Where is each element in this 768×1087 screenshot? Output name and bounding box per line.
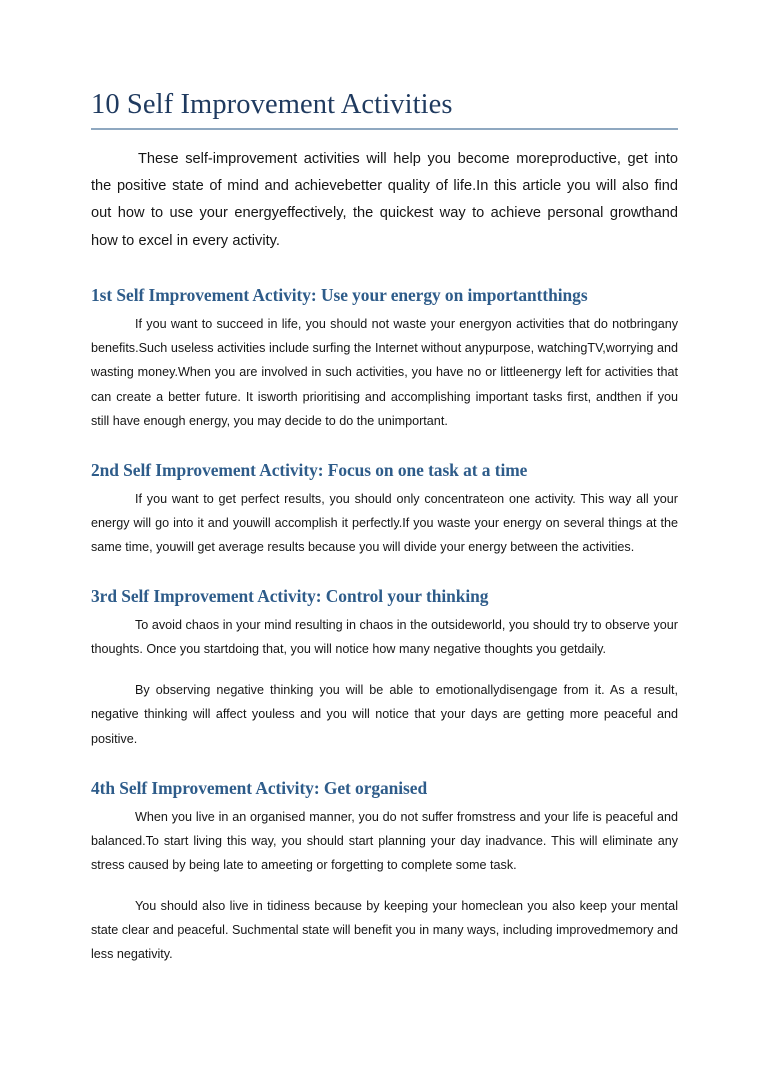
section-heading-4: 4th Self Improvement Activity: Get organised xyxy=(91,777,428,798)
section-4-paragraph-1: When you live in an organised manner, you do not suffer fromstress and your life is peaceful and balanced.To start living this way, you should start planning your day inadvance. This will eliminate any stress caused by being late to ameeting or forgetting to complete some task. xyxy=(91,809,678,872)
intro-paragraph: These self-improvement activities will help you become moreproductive, get into the positive state of mind and achievebetter quality of life.In this article you will also find out how to use your energyeffectively, the quickest way to achieve personal growthand how to excel in every activity. xyxy=(91,150,678,249)
section-4-paragraph-2: You should also live in tidiness because by keeping your homeclean you also keep your mental state clear and peaceful. Suchmental state will benefit you in many ways, including improvedmemory and less negativity. xyxy=(91,899,678,962)
title-divider xyxy=(91,128,678,130)
section-2-paragraph-1: If you want to get perfect results, you should only concentrateon one activity. This way all your energy will go into it and youwill accomplish it perfectly.If you waste your energy on several things at the same time, youwill get average results because you will divide your energy between the activities. xyxy=(91,491,678,555)
section-3-paragraph-1: To avoid chaos in your mind resulting in chaos in the outsideworld, you should try to observe your thoughts. Once you startdoing that, you will notice how many negative thoughts you getdaily. xyxy=(91,617,678,657)
section-2 xyxy=(91,460,678,559)
section-heading-3: 3rd Self Improvement Activity: Control your thinking xyxy=(91,586,489,607)
section-3 xyxy=(91,586,678,751)
section-heading-1: 1st Self Improvement Activity: Use your energy on importantthings xyxy=(91,285,588,306)
section-4 xyxy=(91,778,678,967)
section-heading-2: 2nd Self Improvement Activity: Focus on one task at a time xyxy=(91,459,528,480)
document-body xyxy=(91,88,678,967)
page-title: 10 Self Improvement Activities xyxy=(91,89,453,120)
section-3-paragraph-2: By observing negative thinking you will be able to emotionallydisengage from it. As a result, negative thinking will affect youless and you will notice that your days are getting more peaceful and positive. xyxy=(91,683,678,746)
section-1-paragraph-1: If you want to succeed in life, you should not waste your energyon activities that do notbringany benefits.Such useless activities include surfing the Internet without anypurpose, watchingTV,worrying and wasting money.When you are involved in such activities, you have no or littleenergy left for activities that can create a better future. It isworth prioritising and accomplishing important tasks first, andthen if you still have enough energy, you may decide to do the unimportant. xyxy=(91,317,678,428)
section-1 xyxy=(91,285,678,433)
